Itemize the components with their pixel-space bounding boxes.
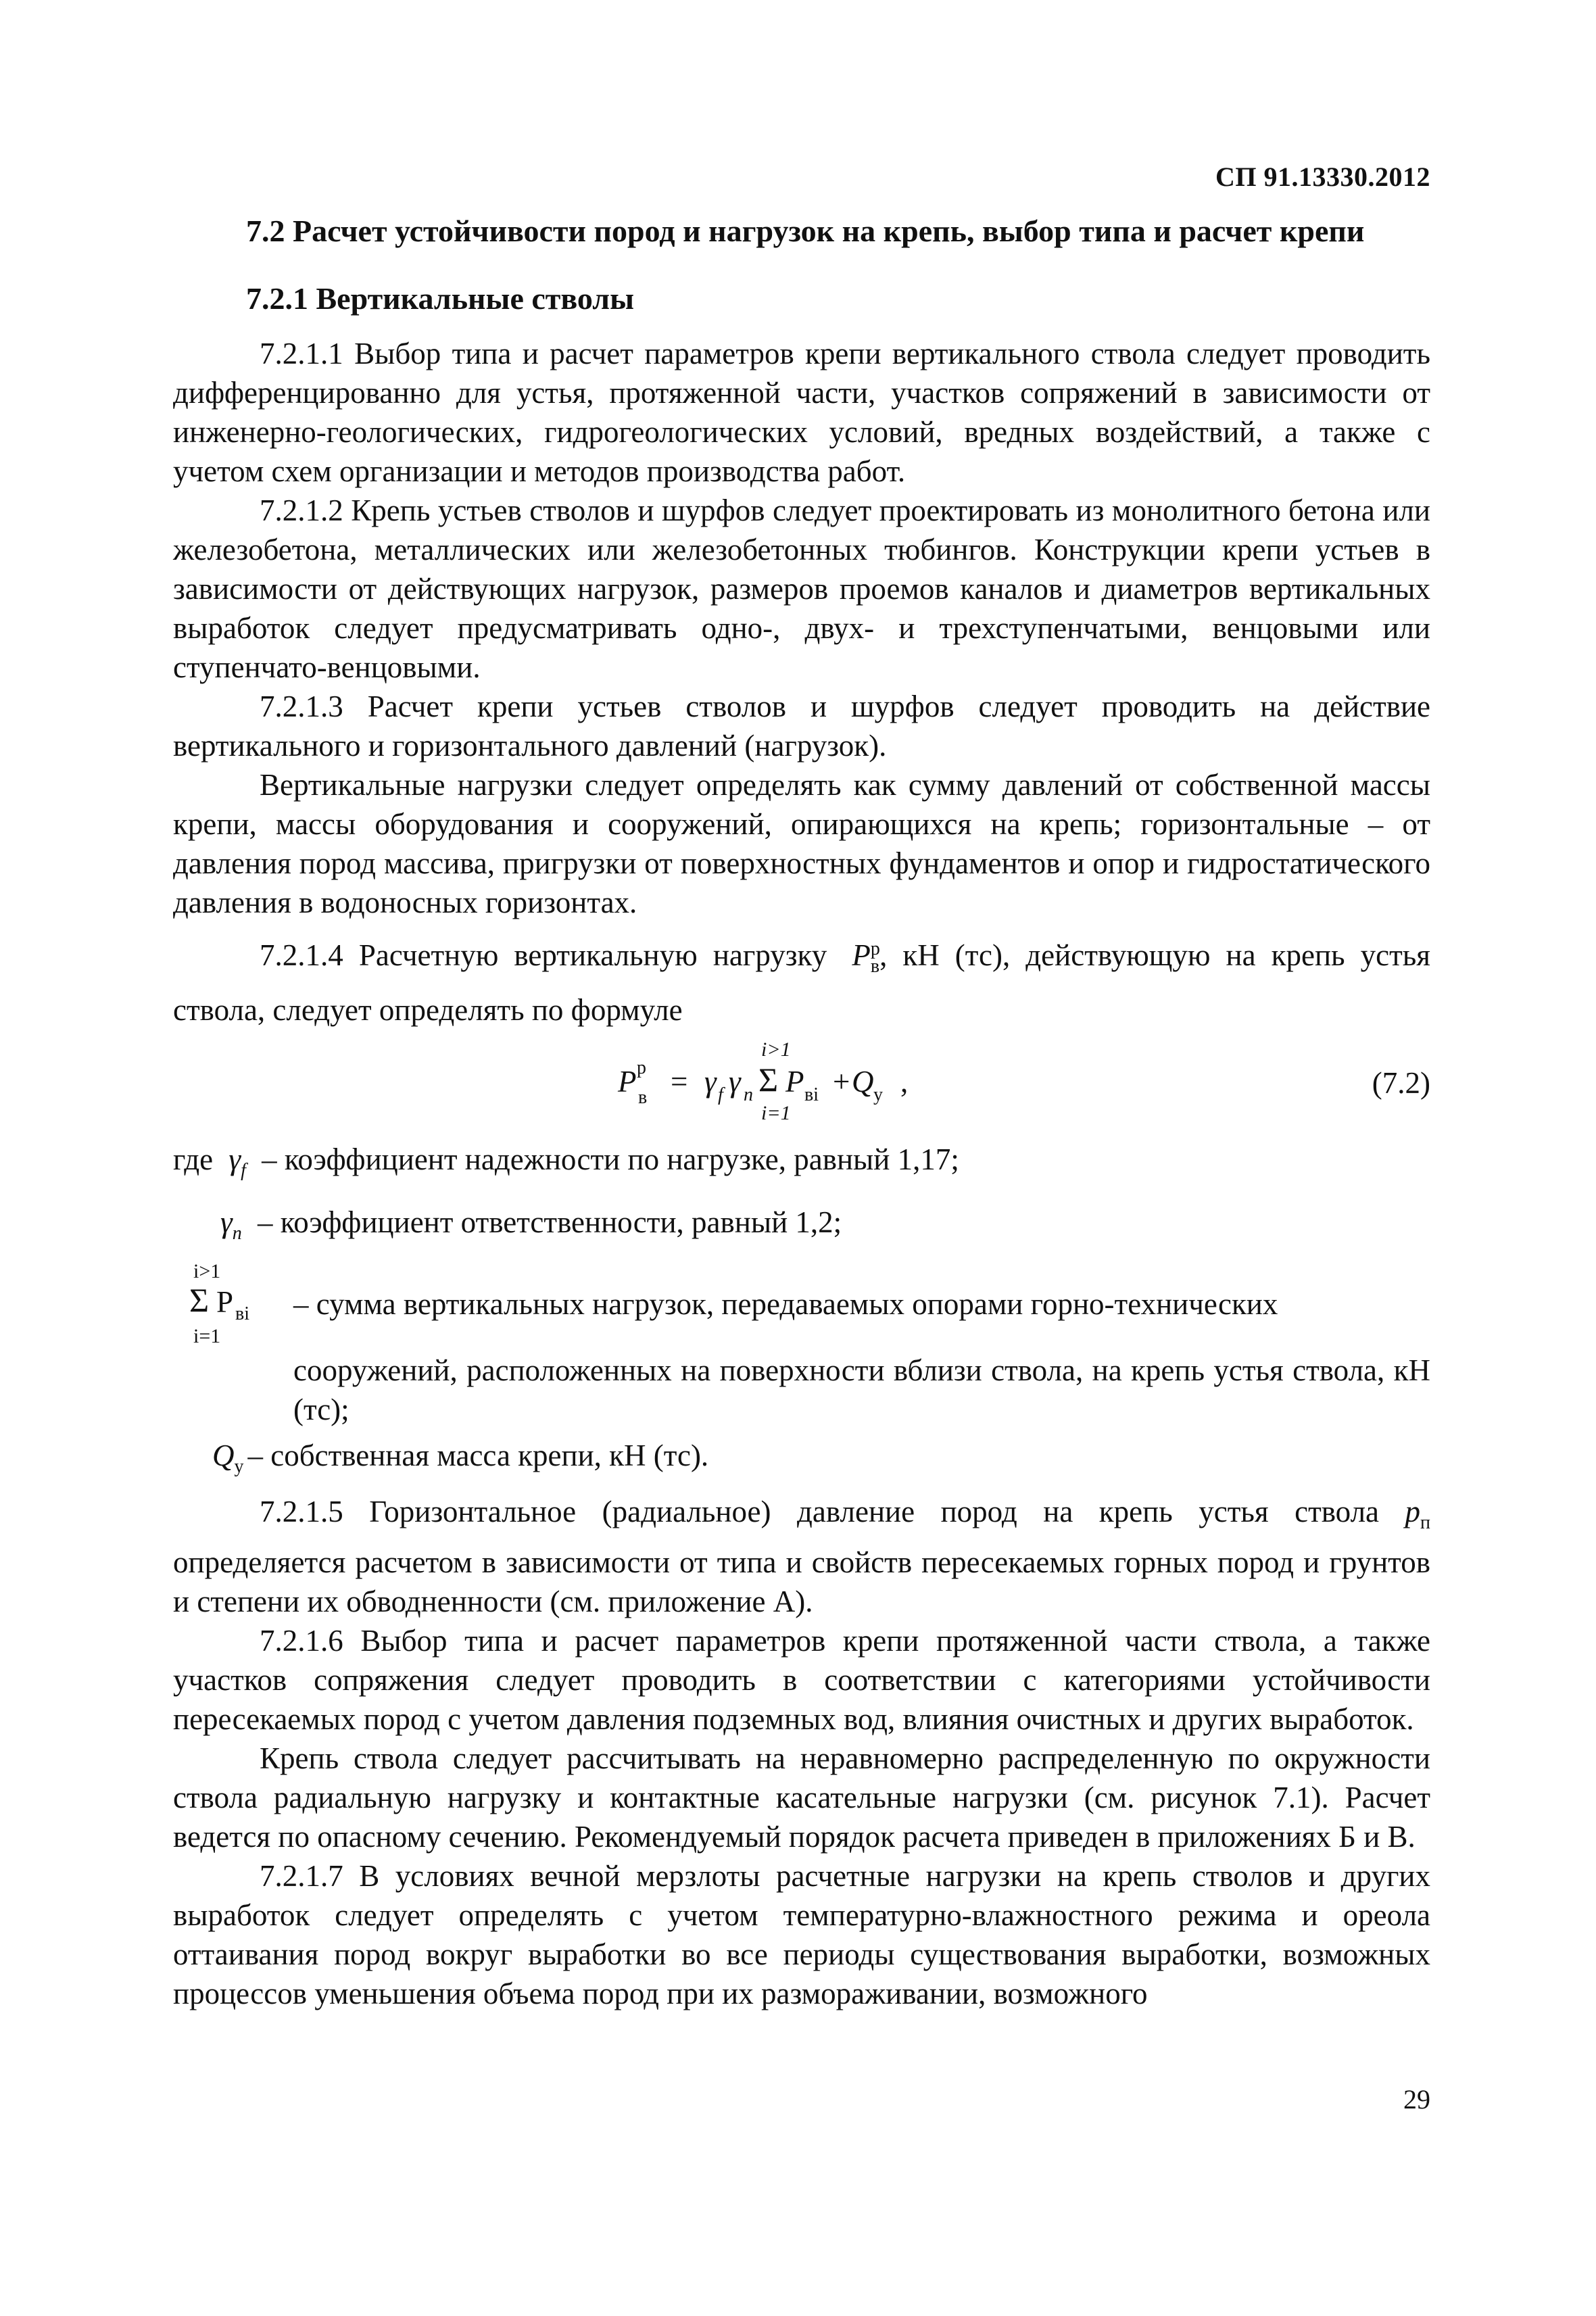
page-content <box>173 211 1430 2013</box>
definition-sum <box>173 1260 1430 1352</box>
definition-gamma-f: где $\gamma_f$ – коэффициент надежности по нагрузке, равный 1,17; <box>173 1142 959 1181</box>
sum-symbol: i>1 Σ P вi i=1 <box>189 1260 249 1347</box>
formula-expression: P р в = γ f γ n i>1 Σ i=1 P вi + Q у , <box>618 1038 909 1124</box>
gamma-n-symbol: $\gamma_n$ <box>220 1205 242 1244</box>
inline-load-symbol: $P^р_в$ <box>852 938 880 977</box>
document-code: СП 91.13330.2012 <box>1215 162 1430 192</box>
paragraph-7-2-1-5: 7.2.1.5 Горизонтальное (радиальное) давление пород на крепь устья ствола $p_п$ определяется расчетом в зависимости от типа и свойств пересекаемых горных пород и грунтов и степени их обводненности (см. приложение А). <box>173 1495 1430 1618</box>
definition-gamma-n: $\gamma_n$ – коэффициент ответственности, равный 1,2; <box>220 1205 842 1244</box>
section-heading: 7.2 Расчет устойчивости пород и нагрузок на крепь, выбор типа и расчет крепи <box>246 214 1365 248</box>
paragraph-7-2-1-2: 7.2.1.2 Крепь устьев стволов и шурфов следует проектировать из монолитного бетона или железобетона, металлических или железобетонных тюбингов. Конструкции крепи устьев в зависимости от действующих нагрузок, размеров проемов каналов и диаметров вертикальных выработок следует предусматривать одно-, двух- и трехступенчатыми, венцовыми или ступенчато-венцовыми. <box>173 493 1430 684</box>
formula-number: (7.2) <box>1372 1066 1430 1100</box>
p5-after-text: , кН (тс), действующую на крепь устья ствола, следует определять по формуле <box>173 938 1431 1027</box>
paragraph-vertical-loads: Вертикальные нагрузки следует определять как сумму давлений от собственной массы крепи, массы оборудования и сооружений, опирающихся на крепь; горизонтальные – от давления пород массива, пригрузки от поверхностных фундаментов и опор и гидростатического давления в водоносных горизонтах. <box>173 768 1430 919</box>
paragraph-7-2-1-7: 7.2.1.7 В условиях вечной мерзлоты расчетные нагрузки на крепь стволов и других выработок следует определять с учетом температурно-влажностного режима и ореола оттаивания пород вокруг выработки во все периоды существования выработки, возможных процессов уменьшения объема пород при их размораживании, возможного <box>173 1859 1430 2010</box>
paragraph-7-2-1-1: 7.2.1.1 Выбор типа и расчет параметров крепи вертикального ствола следует проводить дифференцированно для устья, протяженной части, участков сопряжений в зависимости от инженерно-геологических, гидрогеологических условий, вредных воздействий, а также с учетом схем организации и методов производства работ. <box>173 337 1430 488</box>
pn-symbol: $p_п$ <box>1405 1495 1430 1533</box>
document-page <box>173 0 1430 2316</box>
sum-definition-text-2: сооружений, расположенных на поверхности вблизи ствола, на крепь устья ствола, кН (тс); <box>293 1353 1430 1426</box>
page-number: 29 <box>1403 2084 1430 2115</box>
q-symbol: $Q_у$ <box>212 1439 244 1477</box>
sum-definition-text-1: – сумма вертикальных нагрузок, передаваемых опорами горно-технических <box>293 1287 1278 1321</box>
paragraph-7-2-1-4 <box>173 927 1430 1032</box>
gamma-f-symbol: $\gamma_f$ <box>228 1142 246 1181</box>
p5-before-text: 7.2.1.4 Расчетную вертикальную нагрузку <box>260 938 827 972</box>
definition-q: $Q_у$ – собственная масса крепи, кН (тс). <box>212 1439 709 1477</box>
paragraph-7-2-1-6: 7.2.1.6 Выбор типа и расчет параметров крепи протяженной части ствола, а также участков сопряжения следует проводить в соответствии с категориями устойчивости пересекаемых пород с учетом давления подземных вод, влияния очистных и других выработок. <box>173 1624 1430 1736</box>
subsection-heading: 7.2.1 Вертикальные стволы <box>246 281 635 316</box>
formula-7-2 <box>173 1034 1430 1136</box>
paragraph-7-2-1-3: 7.2.1.3 Расчет крепи устьев стволов и шурфов следует проводить на действие вертикального и горизонтального давлений (нагрузок). <box>173 690 1430 763</box>
paragraph-shaft-load: Крепь ствола следует рассчитывать на неравномерно распределенную по окружности ствола радиальную нагрузку и контактные касательные нагрузки (см. рисунок 7.1). Расчет ведется по опасному сечению. Рекомендуемый порядок расчета приведен в приложениях Б и В. <box>173 1741 1430 1854</box>
